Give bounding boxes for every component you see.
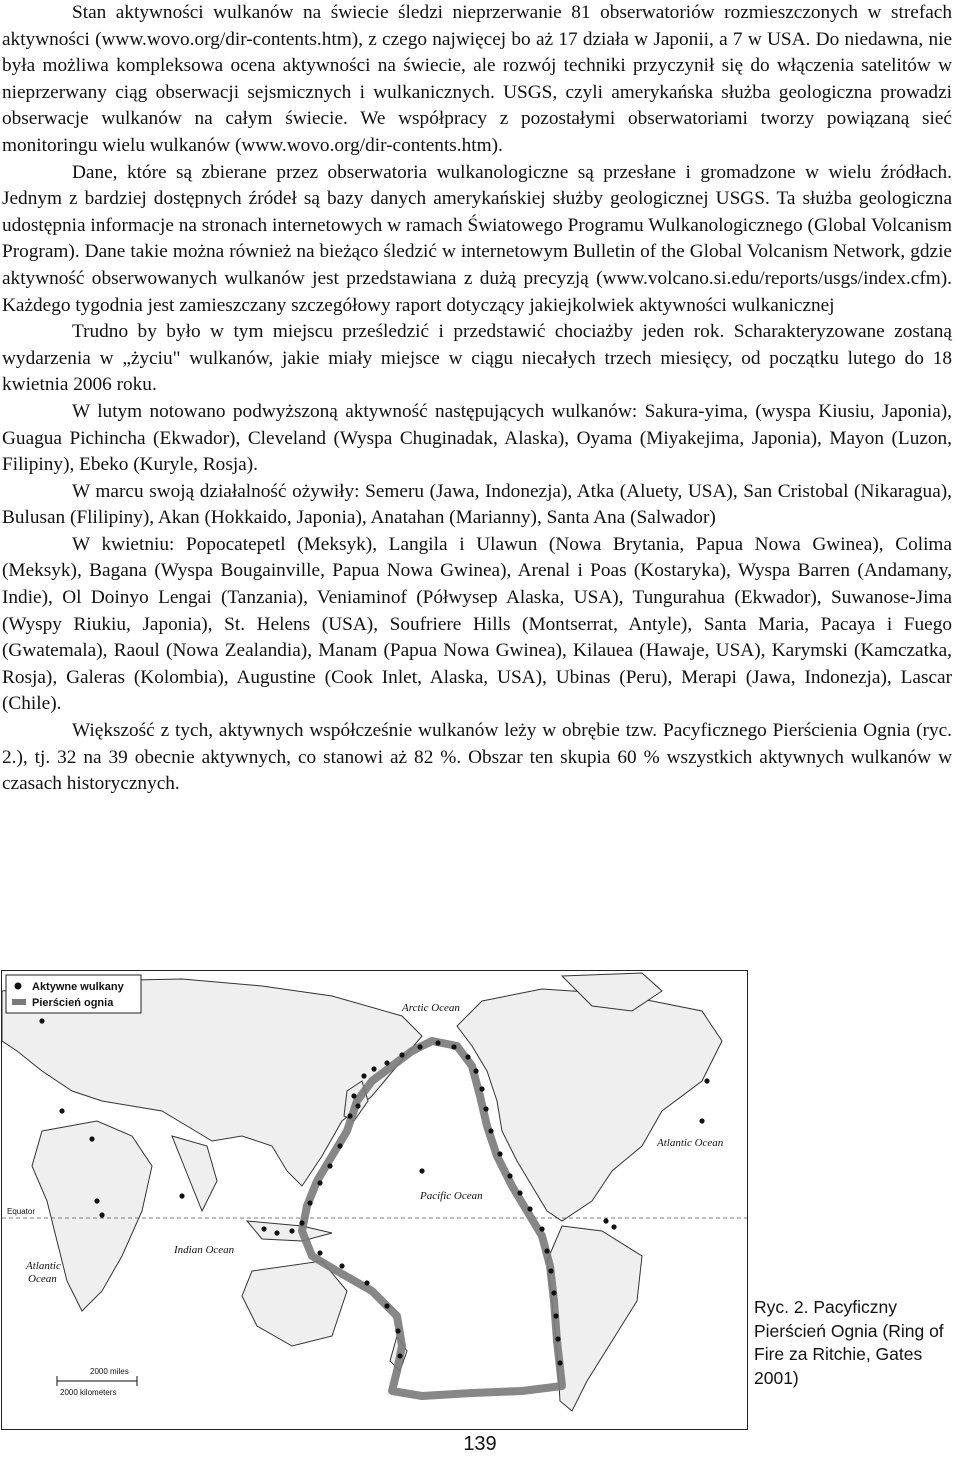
label-atlantic-ocean-sw-2: Ocean: [28, 1273, 57, 1285]
scale-kilometers: 2000 kilometers: [60, 1388, 117, 1397]
label-atlantic-ocean-ne: Atlantic Ocean: [657, 1137, 724, 1149]
paragraph-data-sources: Dane, które są zbierane przez obserwatoria wulkanologiczne są przesłane i gromadzone w wielu źródłach. Jednym z bardziej dostępnych źródeł są bazy danych amerykańskiej służby geologicznej USGS. Ta służba geologiczna udostępnia informacje na stronach internetowych w ramach Światowego Programu Wulkanologicznego (Global Volcanism Program). Dane takie można również na bieżąco śledzić w internetowym Bulletin of the Global Volcanism Network, gdzie aktywność obserwowanych wulkanów jest przedstawiana z dużą precyzją (www.volcano.si.edu/reports/usgs/index.cfm). Każdego tygodnia jest zamieszczany szczegółowy raport dotyczący jakiejkolwiek aktywności wulkanicznej: [2, 161, 952, 316]
ring-of-fire-map: [1, 970, 748, 1430]
paragraph-april: W kwietniu: Popocatepetl (Meksyk), Langila i Ulawun (Nowa Brytania, Papua Nowa Gwinea), Colima (Meksyk), Bagana (Wyspa Bougainville, Papua Nowa Gwinea), Arenal i Poas (Kostaryka), Wyspa Barren (Andamany, Indie), Ol Doinyo Lengai (Tanzania), Veniaminof (Półwysep Alaska, USA), Tungurahua (Ekwador), Suwanose-Jima (Wyspy Riukiu, Japonia), St. Helens (USA), Soufriere Hills (Montserrat, Antyle), Santa Maria, Pacaya i Fuego (Gwatemala), Raoul (Nowa Zealandia), Manam (Papua Nowa Gwinea), Kilauea (Hawaje, USA), Karymski (Kamczatka, Rosja), Galeras (Kolombia), Augustine (Cook Inlet, Alaska, USA), Ubinas (Peru), Merapi (Jawa, Indonezja), Lascar (Chile).: [2, 533, 952, 715]
paragraph-february: W lutym notowano podwyższoną aktywność następujących wulkanów: Sakura-yima, (wyspa Kiusiu, Japonia), Guagua Pichincha (Ekwador), Cleveland (Wyspa Chuginadak, Alaska), Oyama (Miyakejima, Japonia), Mayon (Luzon, Filipiny), Ebeko (Kuryle, Rosja).: [2, 400, 952, 476]
paragraph-march: W marcu swoją działalność ożywiły: Semeru (Jawa, Indonezja), Atka (Aluety, USA), San Cristobal (Nikaragua), Bulusan (Flilipiny), Akan (Hokkaido, Japonia), Anatahan (Marianny), Santa Ana (Salwador): [2, 480, 952, 529]
figure-caption: Ryc. 2. Pacyficzny Pierścień Ognia (Ring of Fire za Ritchie, Gates 2001): [754, 1297, 944, 1388]
article-text: [2, 0, 952, 798]
scale-miles: 2000 miles: [90, 1367, 129, 1376]
paragraph-period-intro: Trudno by było w tym miejscu prześledzić i przedstawić chociażby jeden rok. Scharakteryzowane zostaną wydarzenia w „życiu" wulkanów, jakie miały miejsce w ciągu niecałych trzech miesięcy, od początku lutego do 18 kwietnia 2006 roku.: [2, 321, 952, 396]
paragraph-observatories: Stan aktywności wulkanów na świecie śledzi nieprzerwanie 81 obserwatoriów rozmieszczonych w strefach aktywności (www.wovo.org/dir-contents.htm), z czego najwięcej bo aż 17 działa w Japonii, a 7 w USA. Do niedawna, nie była możliwa kompleksowa ocena aktywności na świecie, ale rozwój techniki przyczynił się do włączenia satelitów w nieprzerwany ciąg obserwacji sejsmicznych i wulkanicznych. USGS, czyli amerykańska służba geologiczna prowadzi obserwacje wulkanów na całym świecie. We współpracy z pozostałymi obserwatoriami tworzy powiązaną sieć monitoringu wielu wulkanów (www.wovo.org/dir-contents.htm).: [2, 2, 952, 156]
label-atlantic-ocean-sw-1: Atlantic: [26, 1260, 61, 1272]
legend-active-volcanoes: Aktywne wulkany: [32, 981, 124, 993]
legend-ring-of-fire: Pierścień ognia: [32, 997, 114, 1009]
label-arctic-ocean: Arctic Ocean: [402, 1002, 460, 1014]
label-indian-ocean: Indian Ocean: [174, 1244, 235, 1256]
label-equator: Equator: [7, 1207, 36, 1216]
world-map-svg: [2, 971, 747, 1429]
label-pacific-ocean: Pacific Ocean: [420, 1190, 483, 1202]
paragraph-ring-of-fire: Większość z tych, aktywnych współcześnie wulkanów leży w obrębie tzw. Pacyficznego Pierścienia Ognia (ryc. 2.), tj. 32 na 39 obecnie aktywnych, co stanowi aż 82 %. Obszar ten skupia 60 % wszystkich aktywnych wulkanów w czasach historycznych.: [2, 720, 952, 795]
page-number: 139: [463, 1433, 497, 1455]
